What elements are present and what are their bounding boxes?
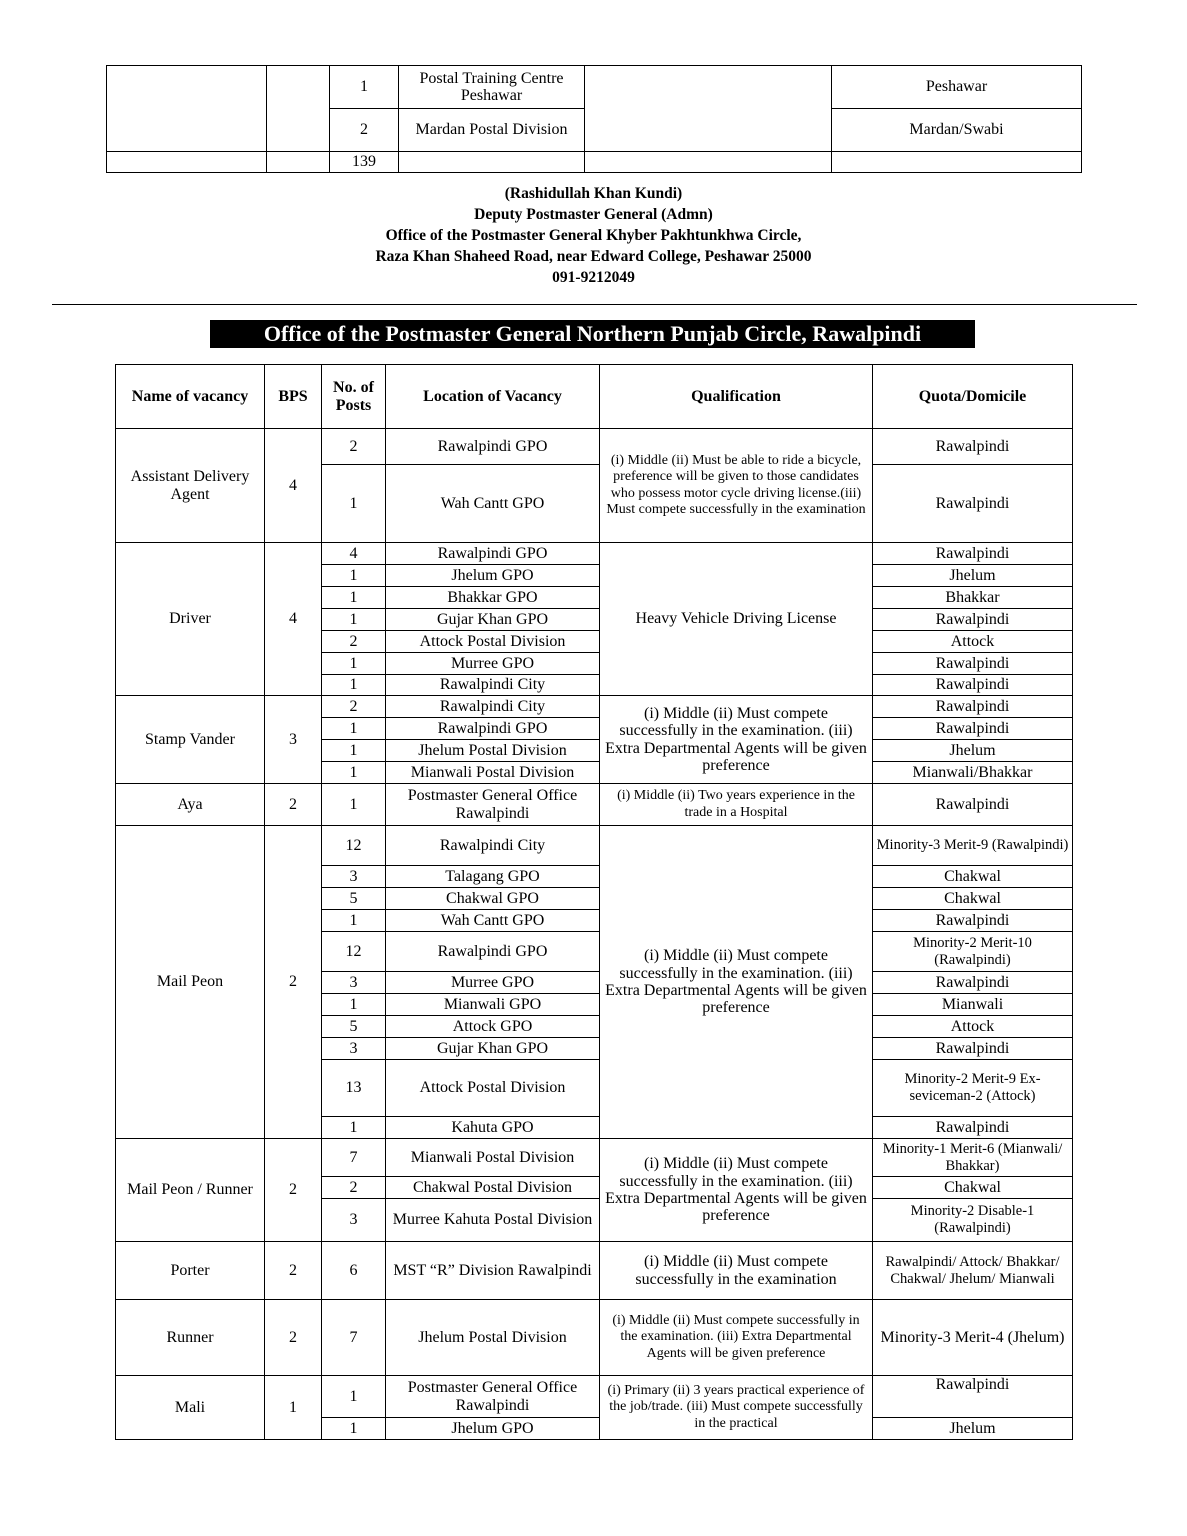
bps-cell — [267, 66, 330, 152]
posts-cell: 5 — [322, 1016, 386, 1038]
posts-cell: 1 — [330, 66, 399, 109]
vacancy-bps: 3 — [265, 696, 322, 784]
table-row — [116, 826, 1073, 866]
quota-cell: Minority-2 Disable-1 (Rawalpindi) — [873, 1199, 1073, 1242]
quota-cell: Jhelum — [873, 1418, 1073, 1440]
posts-cell: 3 — [322, 866, 386, 888]
vacancy-table — [115, 364, 1073, 1440]
quota-cell: Rawalpindi — [873, 1117, 1073, 1139]
posts-cell: 1 — [322, 910, 386, 932]
quota-cell: Rawalpindi/ Attock/ Bhakkar/ Chakwal/ Jhelum/ Mianwali — [873, 1242, 1073, 1300]
location-cell: Chakwal GPO — [386, 888, 600, 910]
table-row — [116, 696, 1073, 718]
location-cell: Gujar Khan GPO — [386, 609, 600, 631]
location-cell: Rawalpindi City — [386, 696, 600, 718]
vacancy-name: Mail Peon — [116, 826, 265, 1139]
location-cell: Rawalpindi City — [386, 675, 600, 696]
vacancy-bps: 4 — [265, 543, 322, 696]
table-row — [107, 66, 1082, 109]
posts-cell: 1 — [322, 718, 386, 740]
posts-cell: 1 — [322, 762, 386, 784]
header-quota: Quota/Domicile — [873, 365, 1073, 429]
location-cell: Wah Cantt GPO — [386, 910, 600, 932]
qualification-cell — [585, 66, 832, 152]
table-row — [116, 543, 1073, 565]
quota-cell: Rawalpindi — [873, 1376, 1073, 1418]
table-row — [116, 1139, 1073, 1177]
posts-cell: 12 — [322, 932, 386, 972]
vacancy-name: Mail Peon / Runner — [116, 1139, 265, 1242]
posts-cell: 2 — [322, 1177, 386, 1199]
posts-cell: 6 — [322, 1242, 386, 1300]
quota-cell: Rawalpindi — [873, 429, 1073, 465]
header-posts: No. of Posts — [322, 365, 386, 429]
quota-cell: Rawalpindi — [873, 696, 1073, 718]
signatory-address: Raza Khan Shaheed Road, near Edward College, Peshawar 25000 — [375, 248, 812, 265]
posts-cell: 3 — [322, 1038, 386, 1060]
location-cell: Gujar Khan GPO — [386, 1038, 600, 1060]
quota-cell: Rawalpindi — [873, 910, 1073, 932]
location-cell: Attock Postal Division — [386, 631, 600, 653]
qualification-cell: (i) Middle (ii) Two years experience in the trade in a Hospital — [600, 784, 873, 826]
quota-cell: Rawalpindi — [873, 1038, 1073, 1060]
location-cell: Mardan Postal Division — [399, 109, 585, 152]
table-row — [116, 1300, 1073, 1376]
qualification-cell: (i) Primary (ii) 3 years practical experience of the job/trade. (iii) Must compete successfully in the practical — [600, 1376, 873, 1440]
location-cell: Jhelum Postal Division — [386, 740, 600, 762]
location-cell: Talagang GPO — [386, 866, 600, 888]
previous-circle-table — [106, 65, 1082, 173]
location-cell: Postmaster General Office Rawalpindi — [386, 784, 600, 826]
location-cell: Murree GPO — [386, 972, 600, 994]
location-cell: Mianwali Postal Division — [386, 1139, 600, 1177]
posts-cell: 4 — [322, 543, 386, 565]
vacancy-bps: 4 — [265, 429, 322, 543]
location-cell: Mianwali Postal Division — [386, 762, 600, 784]
posts-cell: 13 — [322, 1060, 386, 1117]
posts-cell: 1 — [322, 994, 386, 1016]
total-posts: 139 — [330, 152, 399, 173]
quota-cell: Jhelum — [873, 565, 1073, 587]
vacancy-bps: 2 — [265, 1139, 322, 1242]
location-cell: Attock GPO — [386, 1016, 600, 1038]
vacancy-bps: 1 — [265, 1376, 322, 1440]
vacancy-name: Runner — [116, 1300, 265, 1376]
posts-cell: 1 — [322, 1418, 386, 1440]
quota-cell: Rawalpindi — [873, 718, 1073, 740]
qualification-cell: (i) Middle (ii) Must compete successfully in the examination. (iii) Extra Departmental Agents will be given preference — [600, 1300, 873, 1376]
signatory-phone: 091-9212049 — [552, 269, 635, 286]
posts-cell: 1 — [322, 784, 386, 826]
vacancy-bps: 2 — [265, 1242, 322, 1300]
location-cell: Rawalpindi GPO — [386, 429, 600, 465]
location-cell: Rawalpindi GPO — [386, 718, 600, 740]
quota-cell: Chakwal — [873, 866, 1073, 888]
quota-cell: Attock — [873, 631, 1073, 653]
qualification-cell: (i) Middle (ii) Must compete successfully in the examination. (iii) Extra Departmental Agents will be given preference — [600, 696, 873, 784]
signature-block — [0, 183, 1187, 288]
posts-cell: 1 — [322, 565, 386, 587]
quota-cell: Rawalpindi — [873, 653, 1073, 675]
header-bps: BPS — [265, 365, 322, 429]
location-cell: Bhakkar GPO — [386, 587, 600, 609]
quota-cell: Mianwali — [873, 994, 1073, 1016]
posts-cell: 1 — [322, 740, 386, 762]
vacancy-name: Stamp Vander — [116, 696, 265, 784]
qualification-cell: (i) Middle (ii) Must compete successfully in the examination. (iii) Extra Departmental Agents will be given preference — [600, 1139, 873, 1242]
location-cell: Murree Kahuta Postal Division — [386, 1199, 600, 1242]
posts-cell: 1 — [322, 587, 386, 609]
vacancy-name: Driver — [116, 543, 265, 696]
vacancy-name: Porter — [116, 1242, 265, 1300]
header-qualification: Qualification — [600, 365, 873, 429]
posts-cell: 1 — [322, 1376, 386, 1418]
posts-cell: 1 — [322, 675, 386, 696]
location-cell: Jhelum GPO — [386, 1418, 600, 1440]
location-cell: Kahuta GPO — [386, 1117, 600, 1139]
quota-cell: Rawalpindi — [873, 784, 1073, 826]
location-cell: Rawalpindi GPO — [386, 932, 600, 972]
signatory-office: Office of the Postmaster General Khyber Pakhtunkhwa Circle, — [385, 227, 802, 244]
location-cell: Attock Postal Division — [386, 1060, 600, 1117]
quota-cell: Minority-2 Merit-10 (Rawalpindi) — [873, 932, 1073, 972]
section-title: Office of the Postmaster General Northern Punjab Circle, Rawalpindi — [210, 320, 975, 348]
location-cell: Murree GPO — [386, 653, 600, 675]
vacancy-bps: 2 — [265, 784, 322, 826]
posts-cell: 2 — [322, 631, 386, 653]
posts-cell: 2 — [322, 429, 386, 465]
vacancy-name: Mali — [116, 1376, 265, 1440]
quota-cell: Chakwal — [873, 888, 1073, 910]
location-cell: Chakwal Postal Division — [386, 1177, 600, 1199]
location-cell: Jhelum GPO — [386, 565, 600, 587]
qualification-cell: (i) Middle (ii) Must compete successfully in the examination. (iii) Extra Departmental Agents will be given preference — [600, 826, 873, 1139]
location-cell: Postal Training Centre Peshawar — [399, 66, 585, 109]
posts-cell: 2 — [330, 109, 399, 152]
posts-cell: 7 — [322, 1300, 386, 1376]
location-cell: Mianwali GPO — [386, 994, 600, 1016]
posts-cell: 3 — [322, 972, 386, 994]
location-cell: Rawalpindi GPO — [386, 543, 600, 565]
quota-cell: Rawalpindi — [873, 972, 1073, 994]
quota-cell: Jhelum — [873, 740, 1073, 762]
header-name: Name of vacancy — [116, 365, 265, 429]
quota-cell: Rawalpindi — [873, 675, 1073, 696]
vacancy-bps: 2 — [265, 826, 322, 1139]
posts-cell: 1 — [322, 1117, 386, 1139]
location-cell: Jhelum Postal Division — [386, 1300, 600, 1376]
quota-cell: Chakwal — [873, 1177, 1073, 1199]
vacancy-bps: 2 — [265, 1300, 322, 1376]
location-cell: Rawalpindi City — [386, 826, 600, 866]
quota-cell: Minority-2 Merit-9 Ex-seviceman-2 (Attock) — [873, 1060, 1073, 1117]
posts-cell: 2 — [322, 696, 386, 718]
posts-cell: 1 — [322, 609, 386, 631]
signatory-name: (Rashidullah Khan Kundi) — [504, 185, 683, 202]
posts-cell: 1 — [322, 465, 386, 543]
table-row — [116, 1242, 1073, 1300]
table-header-row — [116, 365, 1073, 429]
vacancy-name-cell — [107, 66, 267, 152]
quota-cell: Attock — [873, 1016, 1073, 1038]
signatory-designation: Deputy Postmaster General (Admn) — [474, 206, 713, 223]
posts-cell: 5 — [322, 888, 386, 910]
domicile-cell: Mardan/Swabi — [832, 109, 1082, 152]
table-row — [116, 429, 1073, 465]
quota-cell: Rawalpindi — [873, 543, 1073, 565]
location-cell: MST “R” Division Rawalpindi — [386, 1242, 600, 1300]
quota-cell: Rawalpindi — [873, 609, 1073, 631]
location-cell: Postmaster General Office Rawalpindi — [386, 1376, 600, 1418]
domicile-cell: Peshawar — [832, 66, 1082, 109]
table-row — [116, 1376, 1073, 1418]
quota-cell: Rawalpindi — [873, 465, 1073, 543]
quota-cell: Minority-3 Merit-4 (Jhelum) — [873, 1300, 1073, 1376]
vacancy-name: Aya — [116, 784, 265, 826]
vacancy-name: Assistant Delivery Agent — [116, 429, 265, 543]
divider — [52, 304, 1137, 305]
qualification-cell: (i) Middle (ii) Must be able to ride a bicycle, preference will be given to those candidates who possess motor cycle driving license.(iii) Must compete successfully in the examination — [600, 429, 873, 543]
qualification-cell: Heavy Vehicle Driving License — [600, 543, 873, 696]
quota-cell: Bhakkar — [873, 587, 1073, 609]
header-location: Location of Vacancy — [386, 365, 600, 429]
posts-cell: 3 — [322, 1199, 386, 1242]
qualification-cell: (i) Middle (ii) Must compete successfully in the examination — [600, 1242, 873, 1300]
location-cell: Wah Cantt GPO — [386, 465, 600, 543]
quota-cell: Minority-3 Merit-9 (Rawalpindi) — [873, 826, 1073, 866]
quota-cell: Mianwali/Bhakkar — [873, 762, 1073, 784]
table-row — [116, 784, 1073, 826]
posts-cell: 1 — [322, 653, 386, 675]
quota-cell: Minority-1 Merit-6 (Mianwali/ Bhakkar) — [873, 1139, 1073, 1177]
total-row — [107, 152, 1082, 173]
posts-cell: 7 — [322, 1139, 386, 1177]
posts-cell: 12 — [322, 826, 386, 866]
